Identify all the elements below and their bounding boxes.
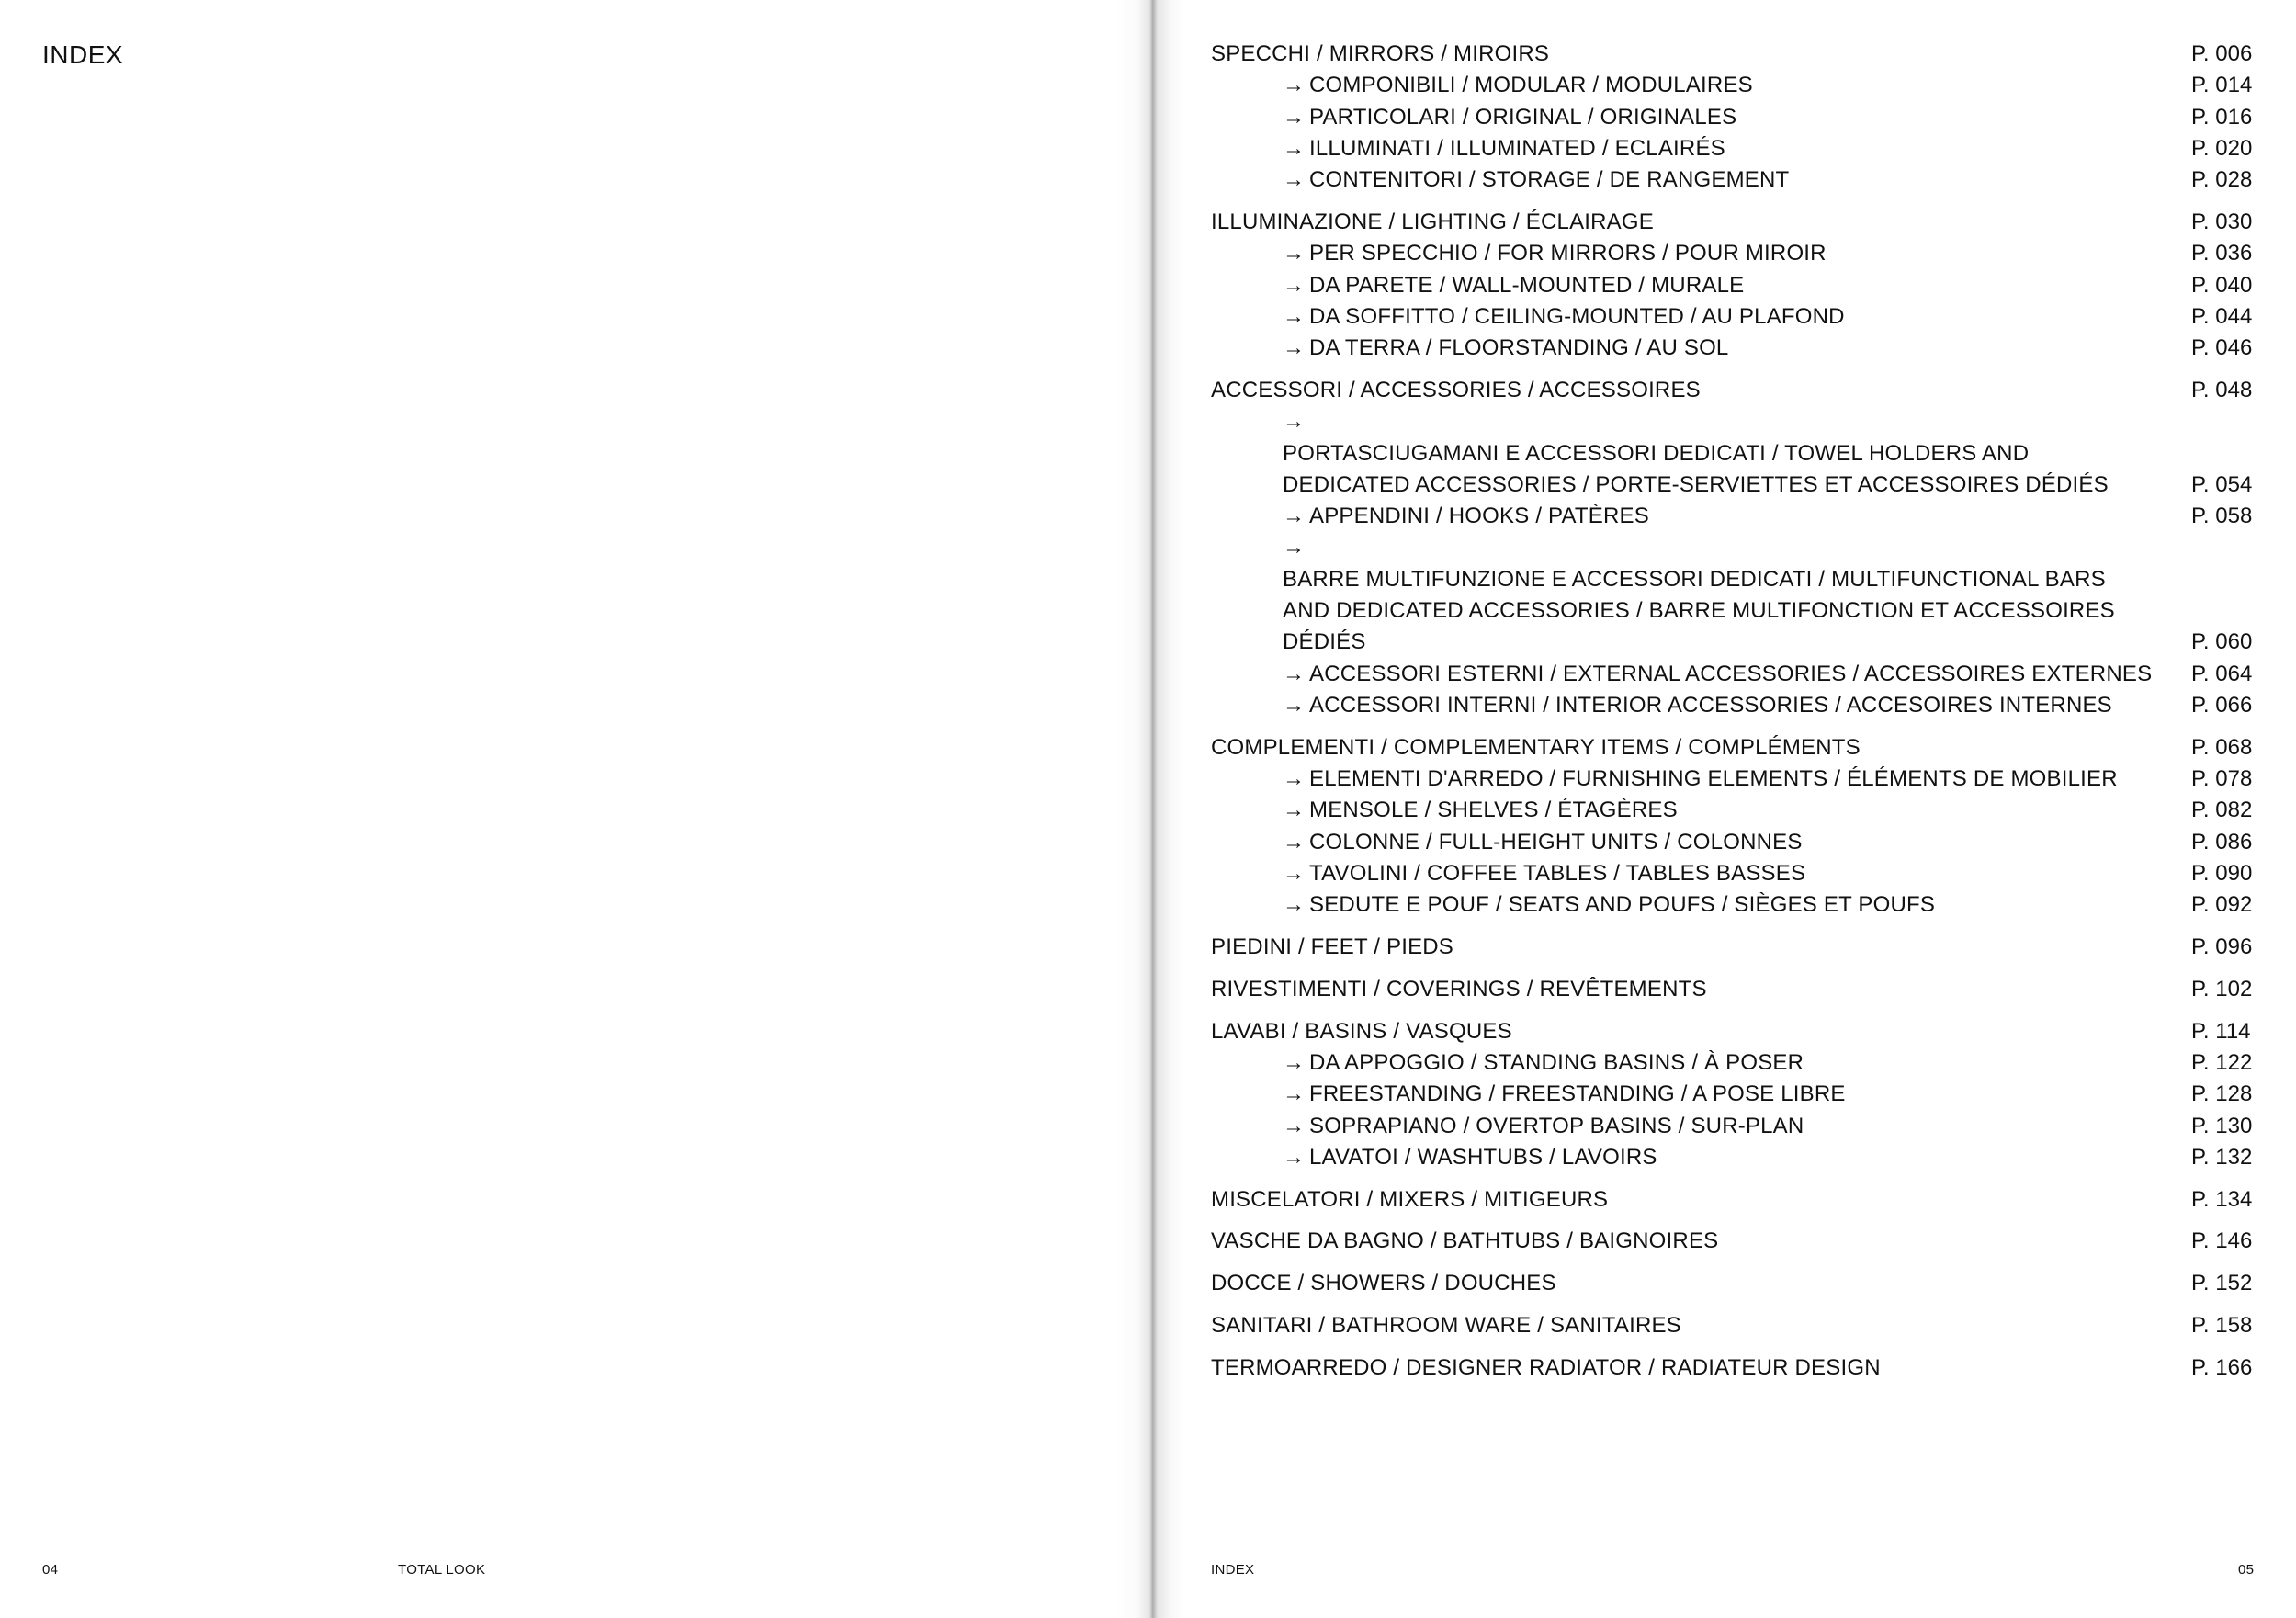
toc-subsection	[1211, 102, 2254, 133]
toc-section-page: P. 096	[2191, 934, 2253, 960]
toc-section-title: MISCELATORI / MIXERS / MITIGEURS	[1211, 1186, 1609, 1212]
arrow-right-icon: →	[1283, 104, 1305, 130]
toc-subsection-title: DA TERRA / FLOORSTANDING / AU SOL	[1309, 335, 1729, 361]
toc-subsection-title: ELEMENTI D'ARREDO / FURNISHING ELEMENTS / ÉLÉMENTS DE MOBILIER	[1309, 766, 2118, 792]
toc-subsection-page: P. 058	[2191, 504, 2253, 529]
toc-subsection-page: P. 036	[2191, 241, 2253, 266]
arrow-right-icon: →	[1283, 892, 1305, 918]
page-title: INDEX	[42, 40, 124, 69]
toc-subsection	[1211, 858, 2254, 889]
toc-section-page: P. 158	[2191, 1312, 2253, 1338]
arrow-right-icon: →	[1283, 167, 1305, 193]
toc-section-title: RIVESTIMENTI / COVERINGS / REVÊTEMENTS	[1211, 976, 1707, 1001]
toc-subsection-title: SEDUTE E POUF / SEATS AND POUFS / SIÈGES ET POUFS	[1309, 892, 1936, 918]
toc-subsection-title: COMPONIBILI / MODULAR / MODULAIRES	[1309, 73, 1753, 98]
arrow-right-icon: →	[1283, 1049, 1305, 1075]
toc-subsection-page: P. 014	[2191, 73, 2253, 98]
toc-subsection	[1211, 238, 2254, 269]
toc-subsection	[1211, 301, 2254, 333]
arrow-right-icon: →	[1283, 135, 1305, 161]
toc-subsection	[1211, 659, 2254, 690]
running-title-left: TOTAL LOOK	[398, 1562, 486, 1578]
toc-subsection	[1211, 1047, 2254, 1079]
toc-section-page: P. 114	[2191, 1018, 2251, 1044]
toc-subsection	[1211, 333, 2254, 364]
toc-subsection-title: CONTENITORI / STORAGE / DE RANGEMENT	[1309, 167, 1790, 193]
toc-subsection	[1211, 1111, 2254, 1142]
toc-subsection-page: P. 090	[2191, 860, 2253, 886]
toc-section-page: P. 006	[2191, 41, 2253, 66]
toc-subsection-page: P. 060	[2191, 629, 2253, 655]
toc-subsection-title: TAVOLINI / COFFEE TABLES / TABLES BASSES	[1309, 860, 1806, 886]
toc-subsection-title: PER SPECCHIO / FOR MIRRORS / POUR MIROIR	[1309, 241, 1827, 266]
toc-subsection-title: PORTASCIUGAMANI E ACCESSORI DEDICATI / TOWEL HOLDERS AND DEDICATED ACCESSORIES / PORTE-SERVIETTES ET ACCESSOIRES DÉDIÉS	[1283, 440, 2109, 497]
toc-subsection-title: ILLUMINATI / ILLUMINATED / ECLAIRÉS	[1309, 135, 1725, 161]
page-number-right: 05	[2238, 1562, 2255, 1578]
toc-section-page: P. 068	[2191, 734, 2253, 760]
toc-subsection	[1211, 827, 2254, 858]
arrow-right-icon: →	[1283, 1081, 1305, 1107]
toc-subsection-title: PARTICOLARI / ORIGINAL / ORIGINALES	[1309, 104, 1737, 130]
toc-subsection-page: P. 130	[2191, 1113, 2253, 1138]
toc-subsection	[1211, 501, 2254, 532]
page-number-left: 04	[42, 1562, 59, 1578]
arrow-right-icon: →	[1283, 504, 1305, 529]
toc-section-title: LAVABI / BASINS / VASQUES	[1211, 1018, 1512, 1044]
toc-section	[1211, 1226, 2254, 1257]
toc-subsection-page: P. 020	[2191, 135, 2253, 161]
arrow-right-icon: →	[1283, 661, 1305, 686]
toc-section	[1211, 207, 2254, 238]
toc-subsection-page: P. 064	[2191, 661, 2253, 686]
running-title-right: INDEX	[1211, 1562, 1255, 1578]
toc-section-page: P. 102	[2191, 976, 2253, 1001]
arrow-right-icon: →	[1283, 1113, 1305, 1138]
toc-subsection	[1211, 133, 2254, 164]
toc-section-title: ACCESSORI / ACCESSORIES / ACCESSOIRES	[1211, 377, 1701, 402]
arrow-right-icon: →	[1283, 73, 1305, 98]
toc-subsection	[1211, 690, 2254, 721]
toc-subsection-page: P. 016	[2191, 104, 2253, 130]
arrow-right-icon: →	[1283, 535, 1305, 560]
toc-subsection-title: LAVATOI / WASHTUBS / LAVOIRS	[1309, 1144, 1657, 1170]
toc-subsection-page: P. 054	[2191, 471, 2253, 497]
arrow-right-icon: →	[1283, 692, 1305, 718]
toc-subsection-page: P. 028	[2191, 167, 2253, 193]
arrow-right-icon: →	[1283, 1144, 1305, 1170]
toc-section	[1211, 1310, 2254, 1341]
toc-section-title: DOCCE / SHOWERS / DOUCHES	[1211, 1271, 1556, 1296]
toc-section-page: P. 166	[2191, 1354, 2253, 1380]
arrow-right-icon: →	[1283, 860, 1305, 886]
toc-section	[1211, 932, 2254, 963]
toc-subsection	[1211, 889, 2254, 921]
toc-section	[1211, 1268, 2254, 1299]
toc-subsection	[1211, 406, 2254, 501]
toc-subsection-title: DA APPOGGIO / STANDING BASINS / À POSER	[1309, 1049, 1804, 1075]
toc-section-title: COMPLEMENTI / COMPLEMENTARY ITEMS / COMPLÉMENTS	[1211, 734, 1861, 760]
toc-subsection	[1211, 70, 2254, 101]
toc-subsection-page: P. 040	[2191, 272, 2253, 298]
toc-subsection-title: MENSOLE / SHELVES / ÉTAGÈRES	[1309, 798, 1678, 823]
toc-section	[1211, 375, 2254, 406]
toc-section-page: P. 048	[2191, 377, 2253, 402]
toc-subsection	[1211, 164, 2254, 196]
toc-subsection-title: DA PARETE / WALL-MOUNTED / MURALE	[1309, 272, 1745, 298]
toc-section	[1211, 1184, 2254, 1216]
toc-section	[1211, 974, 2254, 1005]
arrow-right-icon: →	[1283, 766, 1305, 792]
toc-subsection-page: P. 122	[2191, 1049, 2253, 1075]
table-of-contents	[1211, 39, 2254, 1384]
toc-subsection-page: P. 044	[2191, 303, 2253, 329]
toc-subsection-page: P. 128	[2191, 1081, 2253, 1107]
toc-section-page: P. 146	[2191, 1228, 2253, 1254]
arrow-right-icon: →	[1283, 798, 1305, 823]
arrow-right-icon: →	[1283, 303, 1305, 329]
toc-section-page: P. 134	[2191, 1186, 2253, 1212]
toc-subsection-page: P. 082	[2191, 798, 2253, 823]
toc-subsection	[1211, 1142, 2254, 1173]
toc-subsection-title: BARRE MULTIFUNZIONE E ACCESSORI DEDICATI / MULTIFUNCTIONAL BARS AND DEDICATED ACCESSORIES / BARRE MULTIFONCTION ET ACCESSOIRES DÉDIÉS	[1283, 566, 2115, 655]
toc-subsection-page: P. 066	[2191, 692, 2253, 718]
toc-subsection	[1211, 764, 2254, 795]
toc-subsection-title: APPENDINI / HOOKS / PATÈRES	[1309, 504, 1649, 529]
arrow-right-icon: →	[1283, 241, 1305, 266]
toc-subsection-title: DA SOFFITTO / CEILING-MOUNTED / AU PLAFOND	[1309, 303, 1845, 329]
toc-subsection-title: ACCESSORI INTERNI / INTERIOR ACCESSORIES / ACCESOIRES INTERNES	[1309, 692, 2112, 718]
toc-section-title: SANITARI / BATHROOM WARE / SANITAIRES	[1211, 1312, 1681, 1338]
toc-section-page: P. 152	[2191, 1271, 2253, 1296]
toc-subsection	[1211, 532, 2254, 658]
toc-subsection	[1211, 1079, 2254, 1110]
toc-section-title: SPECCHI / MIRRORS / MIROIRS	[1211, 41, 1550, 66]
arrow-right-icon: →	[1283, 335, 1305, 361]
toc-section-title: VASCHE DA BAGNO / BATHTUBS / BAIGNOIRES	[1211, 1228, 1719, 1254]
toc-section-title: PIEDINI / FEET / PIEDS	[1211, 934, 1454, 960]
toc-subsection-page: P. 046	[2191, 335, 2253, 361]
toc-subsection-page: P. 092	[2191, 892, 2253, 918]
toc-subsection	[1211, 270, 2254, 301]
toc-section	[1211, 1016, 2254, 1047]
toc-subsection	[1211, 795, 2254, 826]
toc-subsection-title: COLONNE / FULL-HEIGHT UNITS / COLONNES	[1309, 829, 1803, 854]
toc-section	[1211, 732, 2254, 764]
toc-subsection-title: ACCESSORI ESTERNI / EXTERNAL ACCESSORIES / ACCESSOIRES EXTERNES	[1309, 661, 2153, 686]
toc-subsection-page: P. 078	[2191, 766, 2253, 792]
arrow-right-icon: →	[1283, 409, 1305, 435]
toc-subsection-page: P. 132	[2191, 1144, 2253, 1170]
toc-subsection-title: FREESTANDING / FREESTANDING / A POSE LIBRE	[1309, 1081, 1846, 1107]
toc-section	[1211, 39, 2254, 70]
toc-subsection-title: SOPRAPIANO / OVERTOP BASINS / SUR-PLAN	[1309, 1113, 1804, 1138]
arrow-right-icon: →	[1283, 829, 1305, 854]
toc-section-page: P. 030	[2191, 209, 2253, 234]
arrow-right-icon: →	[1283, 272, 1305, 298]
toc-section-title: ILLUMINAZIONE / LIGHTING / ÉCLAIRAGE	[1211, 209, 1654, 234]
toc-section	[1211, 1352, 2254, 1384]
toc-subsection-page: P. 086	[2191, 829, 2253, 854]
toc-section-title: TERMOARREDO / DESIGNER RADIATOR / RADIATEUR DESIGN	[1211, 1354, 1881, 1380]
